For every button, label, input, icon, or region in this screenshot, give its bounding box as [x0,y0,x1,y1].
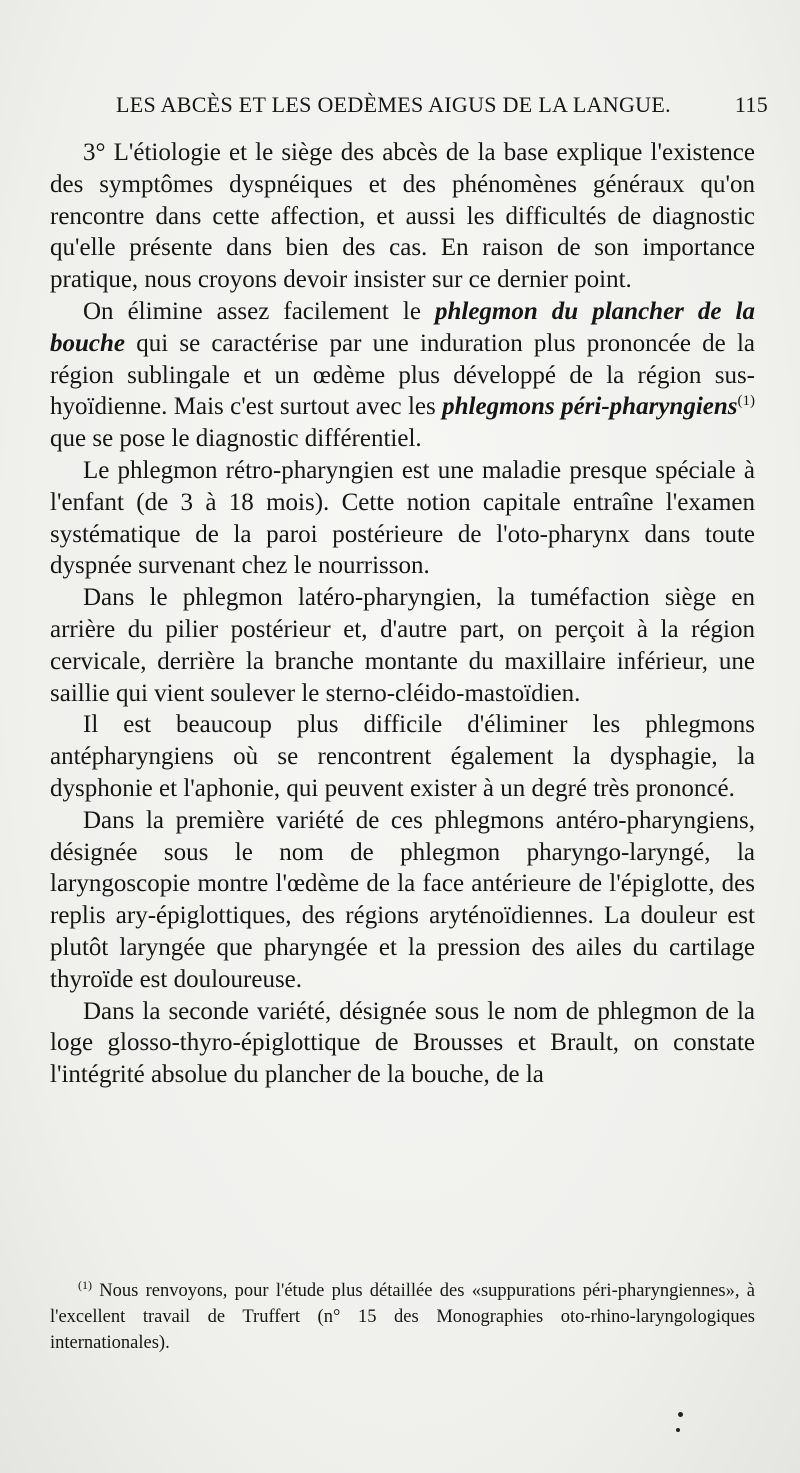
paragraph-4: Dans le phlegmon latéro-pharyngien, la tuméfaction siège en arrière du pilier postérieur et, d'autre part, on perçoit à la région cervicale, derrière la branche montante du maxillaire inférieur, une saillie qui vient soulever le sterno-cléido-mastoïdien. [50,584,755,707]
footnote-text [50,1278,755,1356]
running-title: LES ABCÈS ET LES OEDÈMES AIGUS DE LA LANGUE. [116,92,671,117]
paragraph-6: Dans la première variété de ces phlegmons antéro-pharyngiens, désignée sous le nom de phlegmon pharyngo-laryngé, la laryngoscopie montre l'œdème de la face antérieure de l'épiglotte, des replis ary-épiglottiques, des régions aryténoïdiennes. La douleur est plutôt laryngée que pharyngée et la pression des ailes du cartilage thyroïde est douloureuse. [50,806,755,993]
footnote-body: Nous renvoyons, pour l'étude plus détaillée des «suppurations péri-pharyngiennes», à l'excellent travail de Truffert (n° 15 des Monographies oto-rhino-laryngologiques internationales). [50,1281,755,1353]
paragraph-2-part-c: que se pose le diagnostic différentiel. [50,425,422,453]
ink-speck [678,1412,683,1417]
ink-speck [676,1428,680,1432]
footnote-reference: (1) [737,393,755,410]
paragraph-2-part-b: qui se caractérise par une induration plus prononcée de la région sublingale et un œdème plus développé de la région sus-hyoïdienne. Mais c'est surtout avec les [50,329,755,421]
footnote-marker: (1) [78,1278,92,1292]
italic-term-peri-pharyngiens: phlegmons péri-pharyngiens [442,393,738,421]
paragraph-5: Il est beaucoup plus difficile d'éliminer les phlegmons antépharyngiens où se rencontrent également la dysphagie, la dysphonie et l'aphonie, qui peuvent exister à un degré très prononcé. [50,711,755,802]
paragraph-2-part-a: On élimine assez facilement le [83,297,435,325]
paragraph-2 [50,296,755,455]
paragraph-3: Le phlegmon rétro-pharyngien est une maladie presque spéciale à l'enfant (de 3 à 18 mois). Cette notion capitale entraîne l'examen systématique de la paroi postérieure de l'oto-pharynx dans toute dyspnée survenant chez le nourrisson. [50,456,755,580]
main-text [50,137,755,1091]
footnote [50,1278,755,1356]
paragraph-7: Dans la seconde variété, désignée sous le nom de phlegmon de la loge glosso-thyro-épiglottique de Brousses et Brault, on constate l'intégrité absolue du plancher de la bouche, de la [50,997,755,1089]
paragraph-1: 3° L'étiologie et le siège des abcès de la base explique l'existence des symptômes dyspnéiques et des phénomènes généraux qu'on rencontre dans cette affection, et aussi les difficultés de diagnostic qu'elle présente dans bien des cas. En raison de son importance pratique, nous croyons devoir insister sur ce dernier point. [50,139,755,294]
page-number: 115 [734,92,768,117]
italic-term-plancher: phlegmon du plancher de la bouche [50,297,756,357]
